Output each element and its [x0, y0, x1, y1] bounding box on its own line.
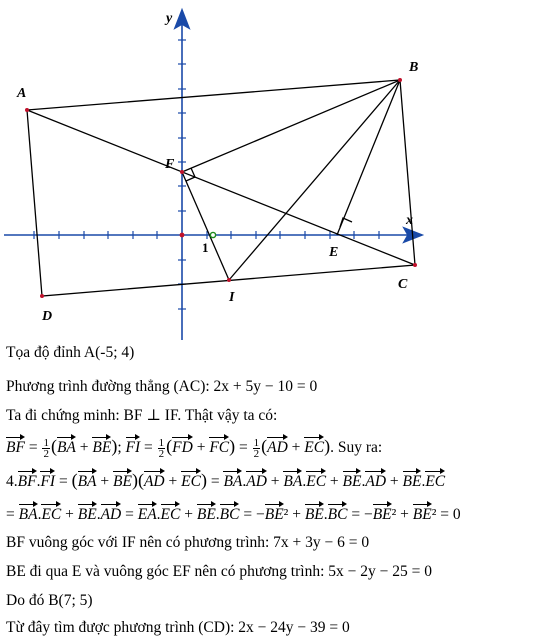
point-i	[227, 278, 231, 282]
label-c: C	[398, 277, 408, 292]
axis-x-label: x	[406, 213, 413, 228]
label-i: I	[229, 290, 235, 305]
segment-bi	[229, 80, 400, 280]
line-vertex-b: Do đó B(7; 5)	[6, 592, 93, 609]
point-a	[25, 108, 29, 112]
line-vertex-a: Tọa độ đỉnh A(-5; 4)	[6, 344, 135, 361]
vec-bf: BF	[6, 436, 25, 460]
line-vector-bf-fi: BF = $\frac{1}{2}$ (BA + BE); FI = $\frac{1}{2}$ (FD + FC) = $\frac{1}{2}$ (AD + EC). Suy ra:	[6, 436, 383, 460]
origin-point	[180, 233, 185, 238]
point-d	[40, 294, 44, 298]
segment-bf	[182, 80, 400, 172]
point-c	[413, 263, 417, 267]
vec-fi: FI	[126, 436, 141, 460]
unit-tick-label: 1	[202, 240, 209, 255]
point-f	[180, 170, 184, 174]
line-ac-equation: Phương trình đường thẳng (AC): 2x + 5y − 10 = 0	[6, 378, 318, 395]
line-dot-product-expand: 4.BF.FI = (BA + BE)(AD + EC) = BA.AD + BA.EC + BE.AD + BE.EC	[6, 468, 445, 492]
label-f: F	[165, 157, 175, 172]
unit-point	[210, 232, 215, 237]
line-bf-equation: BF vuông góc với IF nên có phương trình: 7x + 3y − 6 = 0	[6, 534, 370, 551]
axis-y-label: y	[166, 11, 173, 26]
fraction-half: $\frac{1}{2}$	[43, 436, 49, 460]
line-be-equation: BE đi qua E và vuông góc EF nên có phương trình: 5x − 2y − 25 = 0	[6, 563, 432, 580]
point-b	[398, 78, 402, 82]
label-a: A	[17, 86, 27, 101]
figure-lines	[27, 80, 415, 296]
coordinate-axes	[4, 10, 422, 340]
line-cd-equation: Từ đây tìm được phương trình (CD): 2x − 24y − 39 = 0	[6, 619, 350, 636]
label-d: D	[42, 309, 53, 324]
label-e: E	[329, 245, 339, 260]
right-angle-e	[340, 218, 352, 227]
label-b: B	[409, 60, 419, 75]
line-claim: Ta đi chứng minh: BF ⊥ IF. Thật vậy ta có:	[6, 407, 278, 424]
line-dot-product-simplify: = BA.EC + BE.AD = EA.EC + BE.BC = −BE² + BE.BC = −BE² + BE² = 0	[6, 503, 461, 527]
